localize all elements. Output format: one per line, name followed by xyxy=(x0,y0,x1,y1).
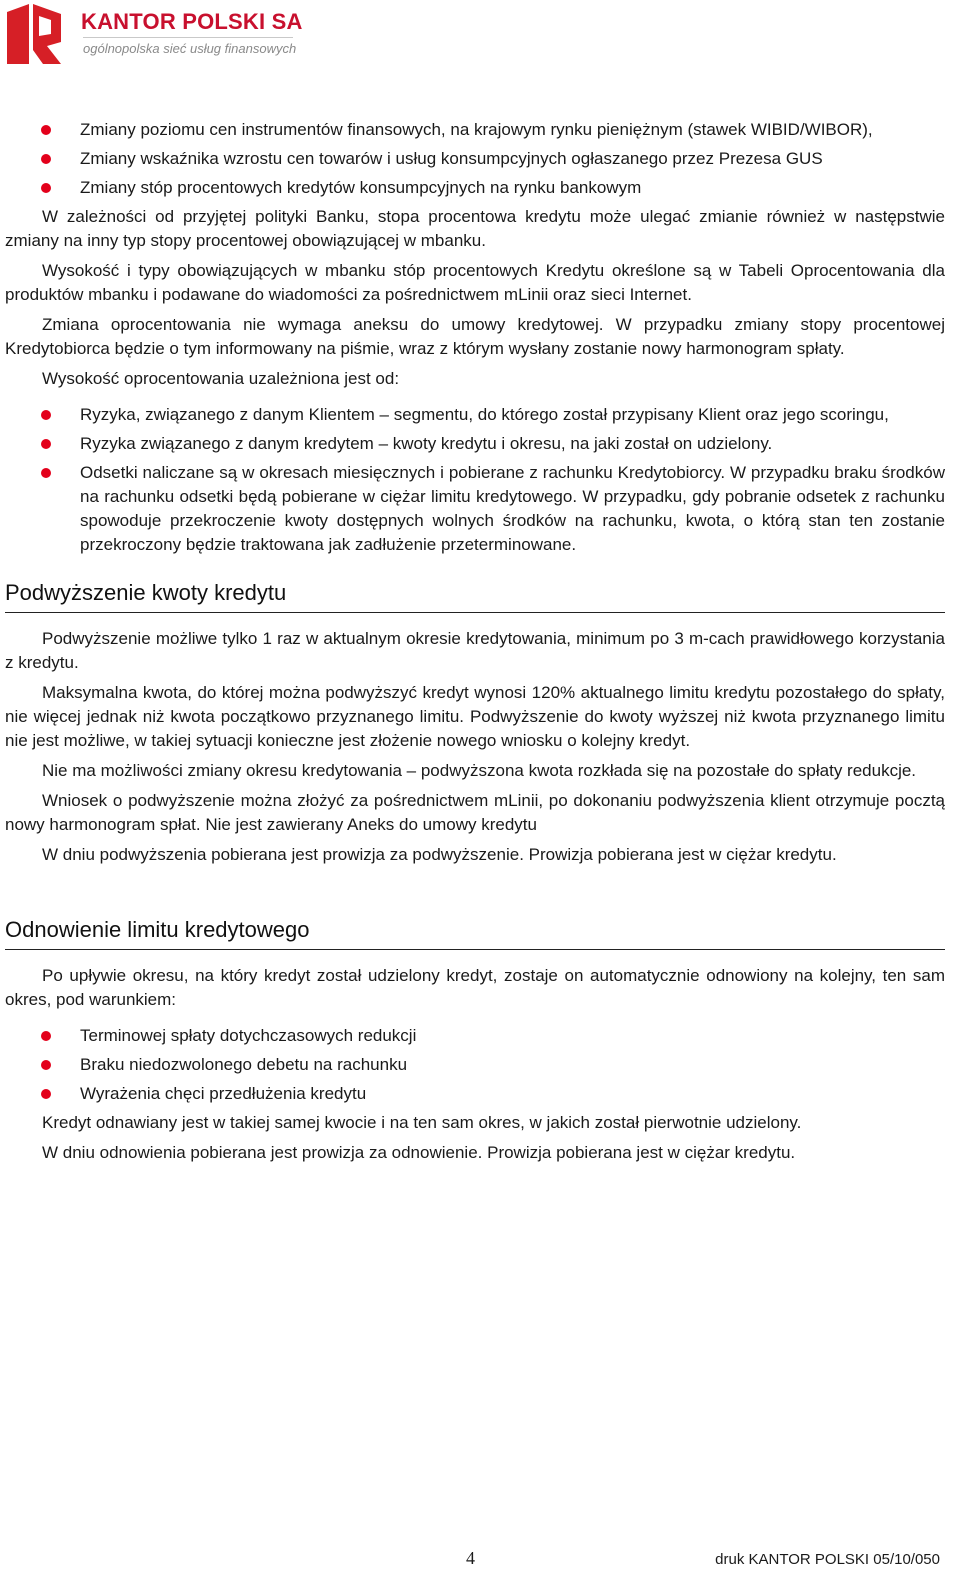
list-item: Zmiany wskaźnika wzrostu cen towarów i usług konsumpcyjnych ogłaszanego przez Prezesa GUS xyxy=(5,147,945,171)
bullet-icon xyxy=(41,468,51,478)
list-item: Wyrażenia chęci przedłużenia kredytu xyxy=(5,1082,945,1106)
brand-name: KANTOR POLSKI SA xyxy=(81,9,303,34)
document-reference: druk KANTOR POLSKI 05/10/050 xyxy=(715,1551,940,1568)
paragraph: W dniu odnowienia pobierana jest prowizja za odnowienie. Prowizja pobierana jest w ciężar kredytu. xyxy=(42,1143,796,1162)
tagline-divider xyxy=(83,37,293,38)
document-header xyxy=(3,2,303,68)
page-number: 4 xyxy=(466,1548,475,1568)
list-item: Ryzyka związanego z danym kredytem – kwoty kredytu i okresu, na jaki został on udzielony. xyxy=(5,432,945,456)
bullet-icon xyxy=(41,154,51,164)
kantor-logo-icon xyxy=(3,2,65,66)
bullet-icon xyxy=(41,125,51,135)
paragraph: Po upływie okresu, na który kredyt został udzielony kredyt, zostaje on automatycznie odnowiony na kolejny, ten sam okres, pod warunkiem: xyxy=(5,966,945,1009)
list-item: Zmiany stóp procentowych kredytów konsumpcyjnych na rynku bankowym xyxy=(5,176,945,200)
paragraph: Zmiana oprocentowania nie wymaga aneksu do umowy kredytowej. W przypadku zmiany stopy procentowej Kredytobiorca będzie o tym informowany na piśmie, wraz z którym wysłany zostanie nowy harmonogram spłaty. xyxy=(5,315,945,358)
document-body xyxy=(5,118,945,1171)
list-item: Ryzyka, związanego z danym Klientem – segmentu, do którego został przypisany Klient oraz jego scoringu, xyxy=(5,403,945,427)
paragraph: Wysokość i typy obowiązujących w mbanku stóp procentowych Kredytu określone są w Tabeli Oprocentowania dla produktów mbanku i podawane do wiadomości za pośrednictwem mLinii oraz sieci Internet. xyxy=(5,261,945,304)
renewal-conditions-list xyxy=(5,1024,945,1106)
interest-dependency-list xyxy=(5,403,945,557)
bullet-icon xyxy=(41,1060,51,1070)
list-item: Zmiany poziomu cen instrumentów finansowych, na krajowym rynku pieniężnym (stawek WIBID/WIBOR), xyxy=(5,118,945,142)
paragraph: Wniosek o podwyższenie można złożyć za pośrednictwem mLinii, po dokonaniu podwyższenia klient otrzymuje pocztą nowy harmonogram spłat. Nie jest zawierany Aneks do umowy kredytu xyxy=(5,791,945,834)
bullet-icon xyxy=(41,439,51,449)
bullet-icon xyxy=(41,183,51,193)
paragraph: Wysokość oprocentowania uzależniona jest od: xyxy=(42,369,400,388)
bullet-icon xyxy=(41,1089,51,1099)
section-heading-increase: Podwyższenie kwoty kredytu xyxy=(5,578,945,613)
paragraph: Podwyższenie możliwe tylko 1 raz w aktualnym okresie kredytowania, minimum po 3 m-cach prawidłowego korzystania z kredytu. xyxy=(5,629,945,672)
list-item: Braku niedozwolonego debetu na rachunku xyxy=(5,1053,945,1077)
paragraph: W dniu podwyższenia pobierana jest prowizja za podwyższenie. Prowizja pobierana jest w ciężar kredytu. xyxy=(42,845,837,864)
paragraph: Kredyt odnawiany jest w takiej samej kwocie i na ten sam okres, w jakich został pierwotnie udzielony. xyxy=(42,1113,802,1132)
brand-tagline: ogólnopolska sieć usług finansowych xyxy=(83,41,297,56)
bullet-icon xyxy=(41,410,51,420)
paragraph: W zależności od przyjętej polityki Banku, stopa procentowa kredytu może ulegać zmianie również w następstwie zmiany na inny typ stopy procentowej obowiązującej w mbanku. xyxy=(5,207,945,250)
paragraph: Nie ma możliwości zmiany okresu kredytowania – podwyższona kwota rozkłada się na pozostałe do spłaty redukcje. xyxy=(42,761,917,780)
bullet-icon xyxy=(41,1031,51,1041)
list-item: Odsetki naliczane są w okresach miesięcznych i pobierane z rachunku Kredytobiorcy. W przypadku braku środków na rachunku odsetki będą pobierane w ciężar limitu kredytowego. W przypadku, gdy pobranie odsetek z rachunku spowoduje przekroczenie kwoty dostępnych wolnych środków na rachunku, kwota, o którą stan ten zostanie przekroczony będzie traktowana jak zadłużenie przeterminowane. xyxy=(5,461,945,557)
section-heading-renewal: Odnowienie limitu kredytowego xyxy=(5,915,945,950)
list-item: Terminowej spłaty dotychczasowych redukcji xyxy=(5,1024,945,1048)
paragraph: Maksymalna kwota, do której można podwyższyć kredyt wynosi 120% aktualnego limitu kredytu pozostałego do spłaty, nie więcej jednak niż kwota początkowo przyznanego limitu. Podwyższenie do kwoty wyższej niż kwota przyznanego limitu nie jest możliwe, w takiej sytuacji konieczne jest złożenie nowego wniosku o kolejny kredyt. xyxy=(5,683,945,750)
rate-factors-list xyxy=(5,118,945,200)
